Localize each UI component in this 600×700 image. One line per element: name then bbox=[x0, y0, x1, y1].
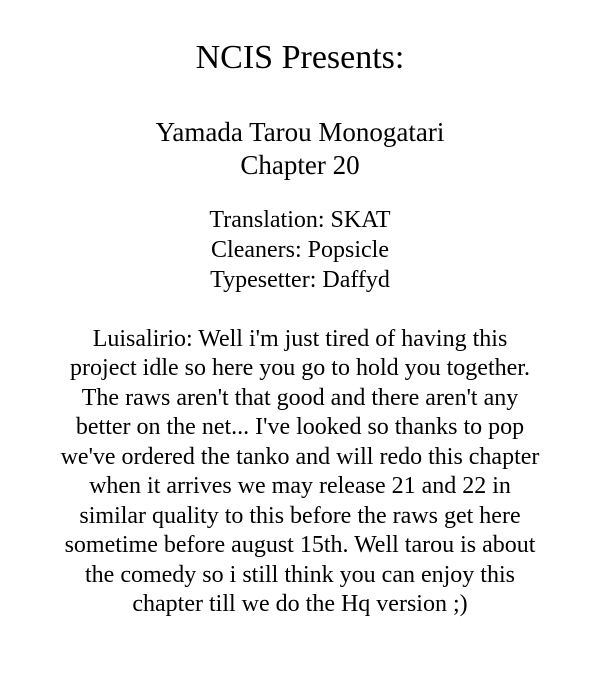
note-line: sometime before august 15th. Well tarou is about bbox=[64, 532, 536, 558]
page-title: NCIS Presents: bbox=[195, 39, 405, 76]
credit-translation: Translation: SKAT bbox=[209, 207, 391, 233]
series-name: Yamada Tarou Monogatari bbox=[155, 117, 445, 147]
note-line: the comedy so i still think you can enjoy this bbox=[85, 562, 515, 588]
note-line: project idle so here you go to hold you together. bbox=[70, 355, 530, 381]
credit-cleaners: Cleaners: Popsicle bbox=[211, 237, 389, 263]
note-line: when it arrives we may release 21 and 22 in bbox=[89, 473, 511, 499]
note-line: Luisalirio: Well i'm just tired of having this bbox=[92, 326, 508, 352]
credit-typesetter: Typesetter: Daffyd bbox=[210, 267, 390, 293]
note-line: chapter till we do the Hq version ;) bbox=[132, 591, 468, 617]
note-line: better on the net... I've looked so thanks to pop bbox=[75, 414, 525, 440]
note-line: similar quality to this before the raws get here bbox=[79, 503, 521, 529]
note-line: we've ordered the tanko and will redo this chapter bbox=[60, 444, 540, 470]
chapter-number: Chapter 20 bbox=[240, 150, 360, 180]
note-line: The raws aren't that good and there aren't any bbox=[81, 385, 519, 411]
